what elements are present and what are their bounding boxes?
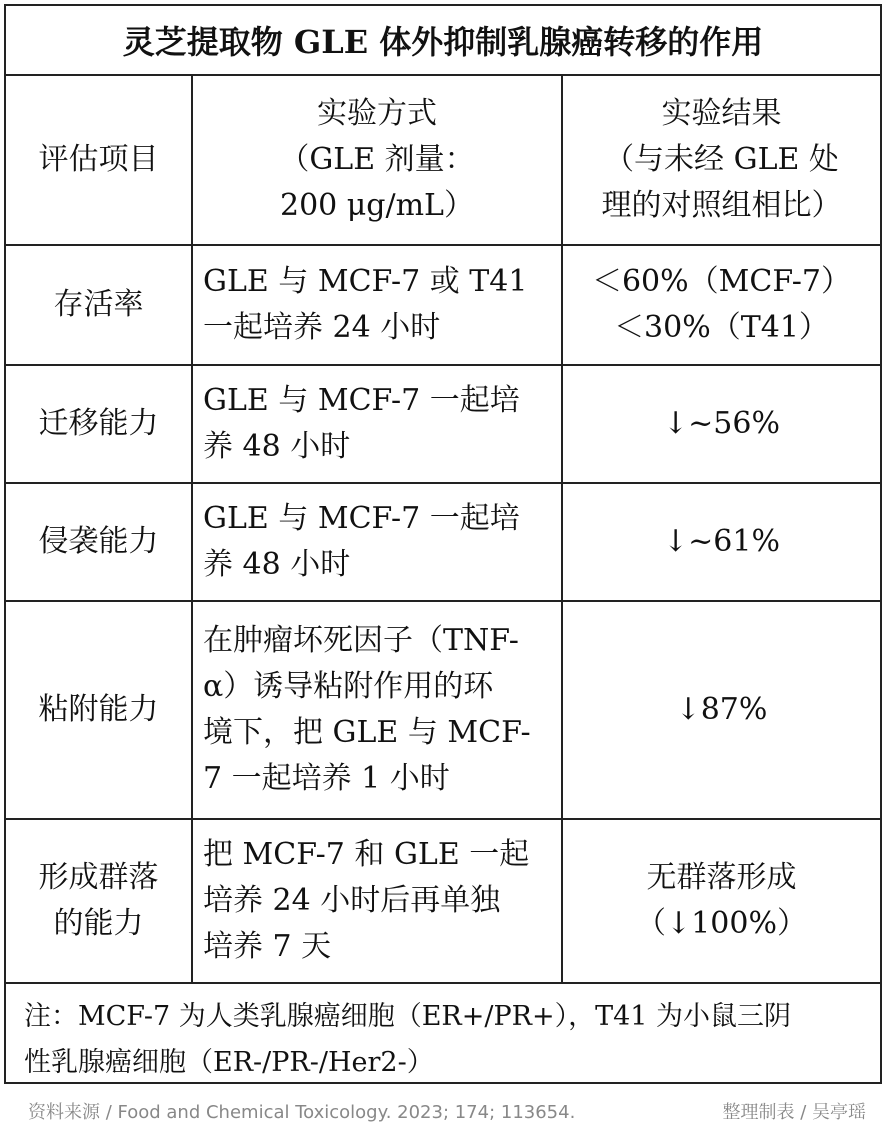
- footer: [28, 1098, 866, 1124]
- row-method-line: 境下，把 GLE 与 MCF-: [203, 715, 531, 750]
- row-result-line: 无群落形成: [646, 860, 797, 895]
- row-method-line: 培养 7 天: [203, 929, 332, 964]
- table-title: 灵芝提取物 GLE 体外抑制乳腺癌转移的作用: [6, 6, 880, 76]
- row-method-line: 培养 24 小时后再单独: [203, 883, 501, 918]
- row-method: [192, 245, 562, 365]
- row-method: [192, 819, 562, 983]
- row-result: [562, 245, 880, 365]
- table-note: [6, 982, 880, 1082]
- table-row: [6, 245, 880, 365]
- table-frame: [4, 4, 882, 1084]
- header-item: 评估项目: [6, 75, 192, 245]
- row-result-line: ↓~61%: [663, 524, 780, 559]
- row-method-line: 把 MCF-7 和 GLE 一起: [203, 837, 530, 872]
- note-line: 注：MCF-7 为人类乳腺癌细胞（ER+/PR+），T41 为小鼠三阴: [24, 1001, 792, 1032]
- row-method-line: 7 一起培养 1 小时: [203, 761, 450, 796]
- row-method-line: 养 48 小时: [203, 429, 351, 464]
- row-result: [562, 601, 880, 819]
- row-item: [6, 601, 192, 819]
- table-row: [6, 365, 880, 483]
- row-method: [192, 483, 562, 601]
- header-result: [562, 75, 880, 245]
- row-method-line: α）诱导粘附作用的环: [203, 669, 494, 704]
- source-citation: 资料来源 / Food and Chemical Toxicology. 2023; 174; 113654.: [28, 1102, 576, 1123]
- row-item: [6, 245, 192, 365]
- row-item: [6, 483, 192, 601]
- header-result-line: 实验结果: [661, 96, 782, 131]
- row-item-line: 的能力: [53, 906, 144, 941]
- row-result-line: ＜60%（MCF-7）: [591, 264, 852, 299]
- table-row: [6, 483, 880, 601]
- row-result-line: （↓100%）: [636, 906, 807, 941]
- header-method: [192, 75, 562, 245]
- row-result: [562, 819, 880, 983]
- row-result-line: ＜30%（T41）: [614, 310, 829, 345]
- header-method-line: （GLE 剂量：: [279, 142, 475, 177]
- header-result-line: （与未经 GLE 处: [604, 142, 839, 177]
- row-method-line: 养 48 小时: [203, 547, 351, 582]
- table-row: [6, 819, 880, 983]
- row-method-line: GLE 与 MCF-7 一起培: [203, 383, 520, 418]
- row-item-line: 形成群落: [38, 860, 159, 895]
- credit: 整理制表 / 吴亭瑶: [722, 1102, 866, 1123]
- row-result: [562, 483, 880, 601]
- note-line: 性乳腺癌细胞（ER-/PR-/Her2-）: [24, 1047, 434, 1078]
- row-method-line: 在肿瘤坏死因子（TNF-: [203, 623, 519, 658]
- row-result: [562, 365, 880, 483]
- header-result-line: 理的对照组相比）: [601, 188, 842, 223]
- row-item: [6, 819, 192, 983]
- row-method-line: GLE 与 MCF-7 或 T41: [203, 264, 528, 299]
- header-row: [6, 75, 880, 245]
- row-method: [192, 601, 562, 819]
- row-item-line: 粘附能力: [38, 692, 159, 727]
- row-item-line: 迁移能力: [38, 406, 159, 441]
- row-result-line: ↓~56%: [663, 406, 780, 441]
- row-method-line: GLE 与 MCF-7 一起培: [203, 501, 520, 536]
- row-method-line: 一起培养 24 小时: [203, 310, 441, 345]
- row-item-line: 侵袭能力: [38, 524, 159, 559]
- row-item: [6, 365, 192, 483]
- row-result-line: ↓87%: [675, 692, 768, 727]
- header-method-line: 实验方式: [317, 96, 437, 131]
- row-method: [192, 365, 562, 483]
- table-row: [6, 601, 880, 819]
- header-method-line: 200 μg/mL）: [280, 188, 474, 223]
- results-table: [6, 74, 880, 984]
- row-item-line: 存活率: [53, 287, 144, 322]
